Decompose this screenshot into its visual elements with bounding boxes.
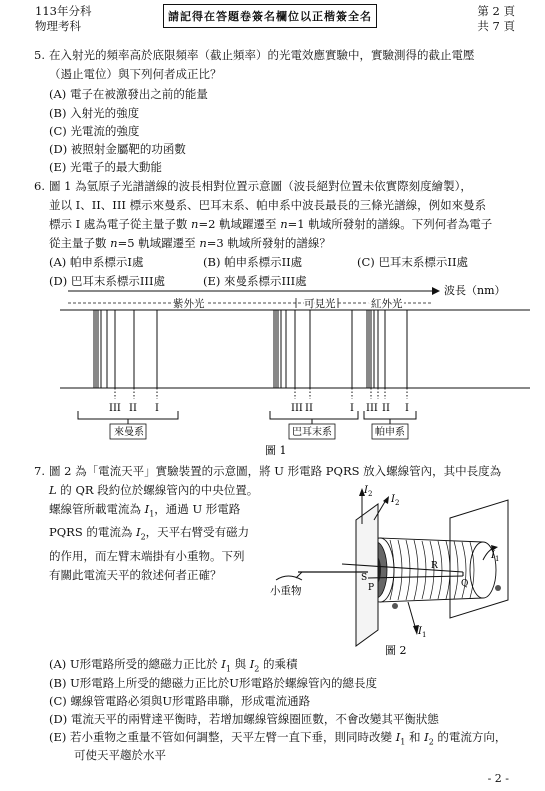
lyman-ii: II [129,403,137,414]
signature-notice: 請記得在答題卷簽名欄位以正楷簽全名 [163,4,377,28]
question-text: 螺線管所載電流為 $I_1$，通過 U 形電路 [49,502,241,519]
option-e-continued: 可使天平趨於水平 [74,748,166,762]
balmer-iii: III [291,403,303,414]
weight-label: 小重物 [270,585,302,597]
lyman-label: 來曼系 [114,427,144,438]
i2-label-b: $I_2$ [391,494,400,507]
figure-2-current-balance [258,480,528,660]
question-6 [34,177,516,253]
option-d[interactable] [49,140,186,158]
question-text: （遏止電位）與下列何者成正比？ [49,67,222,81]
question-number: 7. [34,464,45,478]
option-e[interactable]: (E) 若小重物之重量不管如何調整，天平左臂一直下垂，則同時改變 $I_1$ 和 $I_2$ 的電流方向， [49,730,507,747]
option-e[interactable] [49,158,162,176]
visible-label: 可見光 [304,298,336,310]
label-p: P [368,583,375,593]
header-right [477,4,515,34]
option-c[interactable] [49,122,139,140]
option-text: 光電流的強度 [70,124,140,138]
option-c[interactable]: (C) 巴耳末系標示II處 [357,255,469,269]
lyman-iii: III [109,403,121,414]
exam-year: 113年分科 [35,4,92,18]
question-text: 在入射光的頻率高於底限頻率（截止頻率）的光電效應實驗中，實驗測得的截止電壓 [49,48,475,62]
figure-caption: 圖 2 [385,644,407,657]
question-text: 並以 I、II、III 標示來曼系、巴耳末系、帕申系中波長最長的三條光譜線，例如來曼系 [49,198,487,212]
spectral-lines [94,310,407,388]
option-a[interactable] [49,85,208,103]
figure-caption: 圖 1 [265,444,287,457]
paschen-label: 帕申系 [375,427,405,438]
question-text: 的作用，而左臂末端掛有小重物。下列 [49,548,245,563]
question-text: 有關此電流天平的敘述何者正確？ [49,567,222,582]
option-e[interactable]: (E) 來曼系標示III處 [203,274,307,288]
total-pages: 共 7 頁 [477,19,515,33]
question-text: 圖 2 為「電流天平」實驗裝置的示意圖，將 U 形電路 PQRS 放入螺線管內，其中長度為 [49,464,502,478]
paschen-i: I [405,403,409,414]
option-c[interactable]: (C) 螺線管電路必須與U形電路串聯，形成電流通路 [49,694,311,708]
option-b[interactable]: (B) 帕申系標示II處 [203,255,303,269]
question-text: L 的 QR 段約位於螺線管內的中央位置。 [49,483,259,497]
paschen-ii: II [382,403,390,414]
question-number: 5. [34,48,45,62]
option-a[interactable]: (A) 帕申系標示I處 [49,255,144,269]
balmer-i: I [350,403,354,414]
option-b[interactable]: (B) U形電路上所受的總磁力正比於U形電路於螺線管內的總長度 [49,676,377,690]
option-label: (C) [49,124,67,138]
option-text: 入射光的強度 [70,106,140,120]
option-a[interactable]: (A) U形電路所受的總磁力正比於 $I_1$ 與 $I_2$ 的乘積 [49,657,298,674]
exam-subject: 物理考科 [35,19,81,33]
uv-label: 紫外光 [173,298,205,310]
figure-1-spectrum [60,283,530,458]
label-q: Q [461,579,469,589]
lyman-i: I [155,403,159,414]
paschen-iii: III [366,403,378,414]
i1-label-a: $I_1$ [491,550,500,563]
footer-page-number: - 2 - [487,772,509,785]
i1-label-b: $I_1$ [418,626,427,639]
question-text: PQRS 的電流為 $I_2$，天平右臂受有磁力 [49,525,250,542]
page-number: 第 2 頁 [477,4,515,18]
label-r: R [431,561,438,571]
i2-label-a: $I_2$ [364,485,373,498]
option-text: 電子在被激發出之前的能量 [69,87,208,101]
option-b[interactable] [49,104,139,122]
option-d[interactable]: (D) 巴耳末系標示III處 [49,274,165,288]
option-label: (E) [49,160,67,174]
option-label: (D) [49,142,68,156]
ir-label: 紅外光 [371,298,403,310]
question-text: 圖 1 為氫原子光譜譜線的波長相對位置示意圖（波長絕對位置未依實際刻度繪製）， [49,179,472,193]
axis-label: 波長（nm） [444,284,506,297]
label-s: S [361,573,368,583]
question-number: 6. [34,179,45,193]
option-text: 光電子的最大動能 [70,160,163,174]
option-d[interactable]: (D) 電流天平的兩臂達平衡時，若增加螺線管線圈匝數，不會改變其平衡狀態 [49,712,439,726]
option-text: 被照射金屬靶的功函數 [70,142,186,156]
question-text: 標示 I 處為電子從主量子數 n=2 軌域躍遷至 n=1 軌域所發射的譜線。下列何者為電子 [49,217,493,231]
balmer-ii: II [305,403,313,414]
header-left [35,4,91,34]
option-label: (B) [49,106,67,120]
question-text: 從主量子數 n=5 軌域躍遷至 n=3 軌域所發射的譜線？ [49,236,331,250]
balmer-label: 巴耳末系 [292,427,332,438]
option-label: (A) [49,87,67,101]
question-5 [34,46,516,84]
